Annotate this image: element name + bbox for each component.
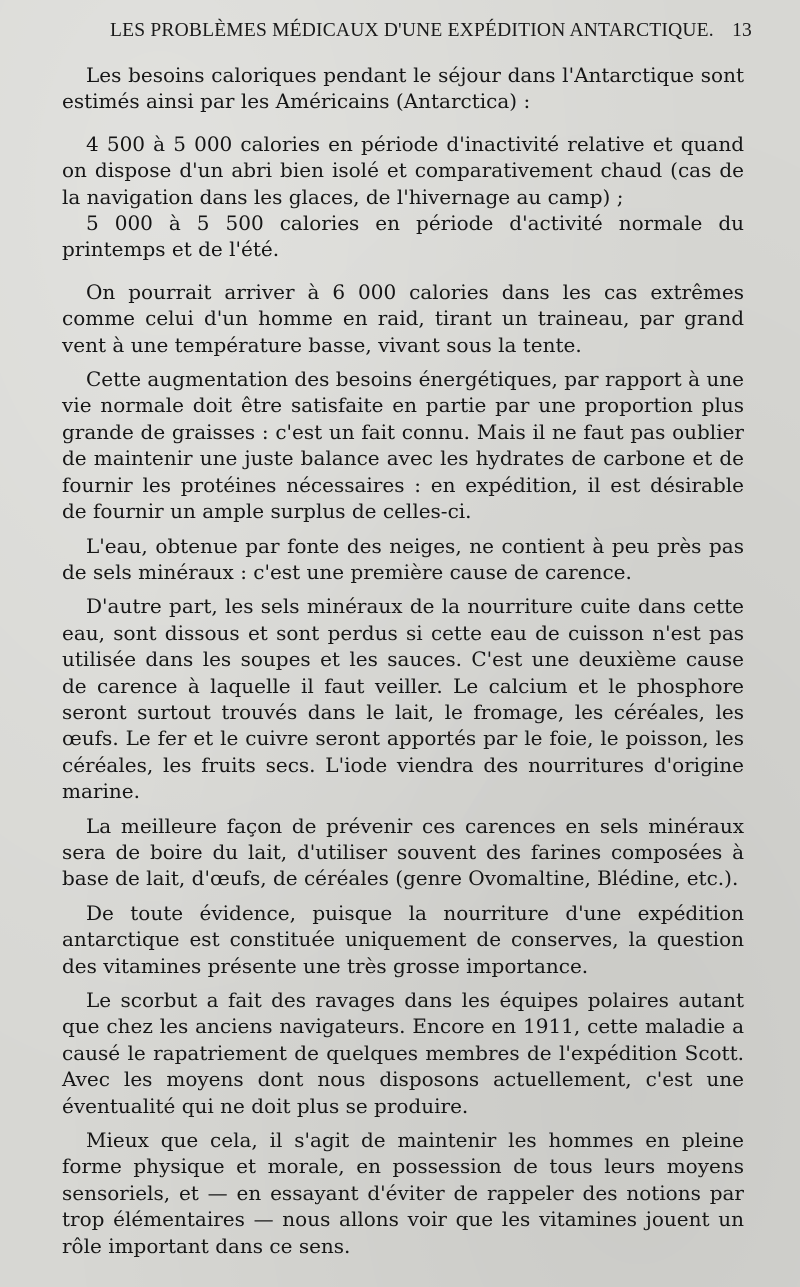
paragraph-scurvy: Le scorbut a fait des ravages dans les équipes polaires autant que chez les anciens navigateurs. Encore en 1911, cette maladie a causé le rapatriement de quelques membres de l'expédition Scott. Avec les moyens dont nous disposons actuellement, c'est une éventualité qui ne doit plus se produire. <box>62 988 744 1118</box>
paragraph-inactivity-calories: 4 500 à 5 000 calories en période d'inactivité relative et quand on dispose d'un abri bien isolé et comparativement chaud (cas de la navigation dans les glaces, de l'hivernage au camp) ; <box>62 131 744 209</box>
paragraph-extreme-calories: On pourrait arriver à 6 000 calories dans les cas extrêmes comme celui d'un homme en raid, tirant un traineau, par grand vent à une température basse, vivant sous la tente. <box>62 279 744 357</box>
running-header-title: LES PROBLÈMES MÉDICAUX D'UNE EXPÉDITION ANTARCTIQUE. <box>110 20 714 41</box>
paragraph-vitamins-importance: De toute évidence, puisque la nourriture d'une expédition antarctique est constituée uniquement de conserves, la question des vitamines présente une très grosse importance. <box>62 900 744 978</box>
paragraph-vitamins-role: Mieux que cela, il s'agit de maintenir les hommes en pleine forme physique et morale, en possession de tous leurs moyens sensoriels, et — en essayant d'éviter de rappeler des notions par trop élémentaires — nous allons voir que les vitamines jouent un rôle important dans ce sens. <box>62 1128 744 1258</box>
paragraph-activity-calories: 5 000 à 5 500 calories en période d'activité normale du printemps et de l'été. <box>62 211 744 262</box>
paragraph-snow-water: L'eau, obtenue par fonte des neiges, ne contient à peu près pas de sels minéraux : c'est une première cause de carence. <box>62 533 744 584</box>
paragraph-caloric-needs-intro: Les besoins caloriques pendant le séjour dans l'Antarctique sont estimés ainsi par les Américains (Antarctica) : <box>62 63 744 114</box>
running-header <box>110 20 752 48</box>
paragraph-mineral-salts: D'autre part, les sels minéraux de la nourriture cuite dans cette eau, sont dissous et sont perdus si cette eau de cuisson n'est pas utilisée dans les soupes et les sauces. C'est une deuxième cause de carence à laquelle il faut veiller. Le calcium et le phosphore seront surtout trouvés dans le lait, le fromage, les céréales, les œufs. Le fer et le cuivre seront apportés par le foie, le poisson, les céréales, les fruits secs. L'iode viendra des nourritures d'origine marine. <box>62 594 744 804</box>
body-text <box>62 62 744 1259</box>
page-number: 13 <box>732 20 752 41</box>
paragraph-prevention: La meilleure façon de prévenir ces carences en sels minéraux sera de boire du lait, d'utiliser souvent des farines composées à base de lait, d'œufs, de céréales (genre Ovomaltine, Blédine, etc.). <box>62 813 744 891</box>
paragraph-energy-needs: Cette augmentation des besoins énergétiques, par rapport à une vie normale doit être satisfaite en partie par une proportion plus grande de graisses : c'est un fait connu. Mais il ne faut pas oublier de maintenir une juste balance avec les hydrates de carbone et de fournir les protéines nécessaires : en expédition, il est désirable de fournir un ample surplus de celles-ci. <box>62 367 744 524</box>
